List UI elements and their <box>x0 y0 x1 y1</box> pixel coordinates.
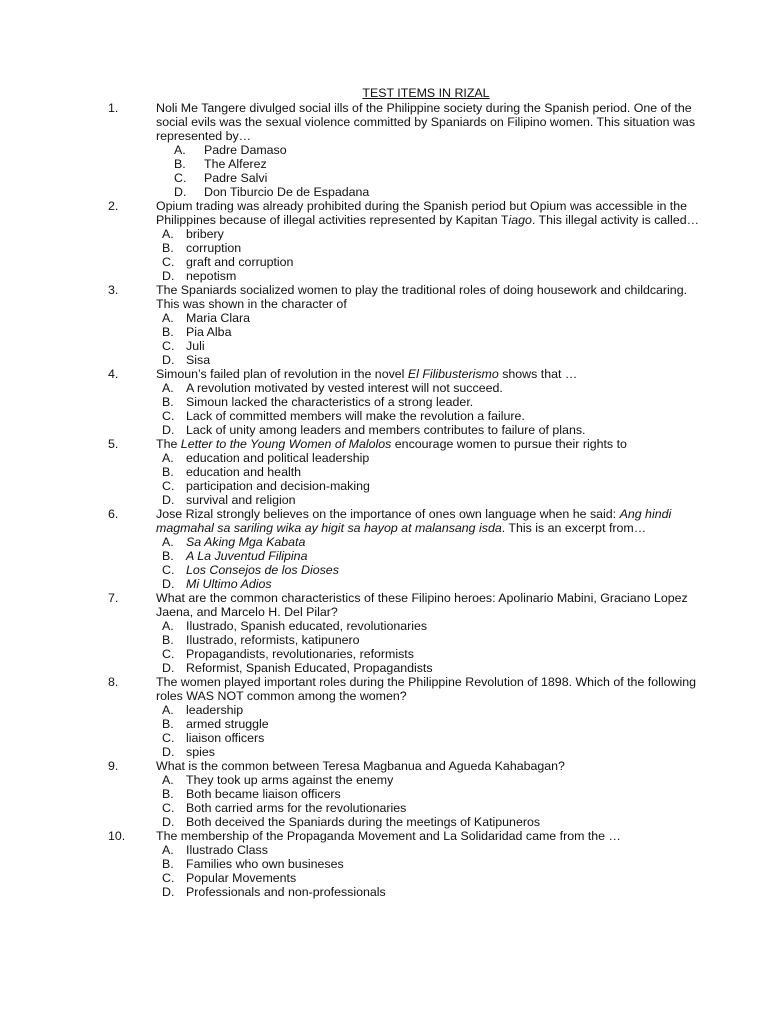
question-body <box>156 101 708 199</box>
question-text <box>156 829 708 843</box>
answer-option <box>162 353 708 367</box>
option-text: Lack of committed members will make the revolution a failure. <box>186 409 525 423</box>
question-text-segment: Jose Rizal strongly believes on the importance of ones own language when he said: <box>156 507 620 521</box>
question-item <box>108 675 708 759</box>
option-letter: D. <box>162 493 175 507</box>
answer-option <box>162 801 708 815</box>
answer-option <box>162 423 708 437</box>
question-text <box>156 591 708 619</box>
option-text: Professionals and non-professionals <box>186 885 386 899</box>
option-letter: A. <box>162 227 174 241</box>
option-letter: C. <box>162 563 175 577</box>
option-letter: A. <box>162 843 174 857</box>
answer-option <box>174 143 708 157</box>
option-text: Don Tiburcio De de Espadana <box>204 185 370 199</box>
question-text-segment: shows that … <box>498 367 578 381</box>
question-item <box>108 759 708 829</box>
option-text: Padre Damaso <box>204 143 287 157</box>
option-text: Ilustrado, Spanish educated, revolutionaries <box>186 619 428 633</box>
answer-option <box>162 451 708 465</box>
option-letter: B. <box>162 633 174 647</box>
option-text: liaison officers <box>186 731 265 745</box>
question-text <box>156 675 708 703</box>
answer-option <box>162 731 708 745</box>
answer-option <box>162 241 708 255</box>
question-body <box>156 759 708 829</box>
question-number: 8. <box>108 675 119 689</box>
answer-option <box>162 661 708 675</box>
option-letter: A. <box>162 381 174 395</box>
option-letter: D. <box>162 661 175 675</box>
option-text: graft and corruption <box>186 255 294 269</box>
option-letter: D. <box>162 815 175 829</box>
answer-option <box>162 227 708 241</box>
option-text: Popular Movements <box>186 871 297 885</box>
question-number: 3. <box>108 283 119 297</box>
answer-option <box>162 395 708 409</box>
option-text: nepotism <box>186 269 237 283</box>
question-text-segment: . This is an excerpt from… <box>501 521 647 535</box>
option-letter: C. <box>162 479 175 493</box>
option-letter: D. <box>162 423 175 437</box>
answer-option <box>162 493 708 507</box>
option-letter: C. <box>162 255 175 269</box>
answer-option <box>162 339 708 353</box>
question-body <box>156 507 708 591</box>
option-text: Sa Aking Mga Kabata <box>186 535 306 549</box>
option-list <box>156 381 708 437</box>
option-letter: B. <box>162 325 174 339</box>
question-text <box>156 759 708 773</box>
option-letter: D. <box>162 745 175 759</box>
question-text-segment: Noli Me Tangere divulged social ills of the Philippine society during the Spanish period. One of the social evils was the sexual violence committed by Spaniards on Filipino women. This situation was represented by… <box>156 101 696 143</box>
option-list <box>156 535 708 591</box>
option-list <box>156 143 708 199</box>
question-text <box>156 367 708 381</box>
question-item <box>108 283 708 367</box>
option-text: Ilustrado, reformists, katipunero <box>186 633 360 647</box>
option-letter: C. <box>162 731 175 745</box>
question-text-segment: encourage women to pursue their rights to <box>391 437 627 451</box>
question-text-segment: The <box>156 437 181 451</box>
answer-option <box>162 577 708 591</box>
answer-option <box>162 703 708 717</box>
answer-option <box>162 619 708 633</box>
question-text-segment: The membership of the Propaganda Movement and La Solidaridad came from the … <box>156 829 621 843</box>
option-text: They took up arms against the enemy <box>186 773 394 787</box>
option-text: Propagandists, revolutionaries, reformists <box>186 647 414 661</box>
question-number: 2. <box>108 199 119 213</box>
option-text: Sisa <box>186 353 211 367</box>
option-text: Reformist, Spanish Educated, Propagandists <box>186 661 433 675</box>
option-letter: A. <box>162 535 174 549</box>
option-letter: D. <box>162 353 175 367</box>
question-text <box>156 101 708 143</box>
answer-option <box>162 843 708 857</box>
option-letter: A. <box>162 451 174 465</box>
option-letter: C. <box>162 409 175 423</box>
answer-option <box>162 311 708 325</box>
question-text <box>156 437 708 451</box>
option-text: leadership <box>186 703 244 717</box>
question-number: 10. <box>108 829 126 843</box>
answer-option <box>174 185 708 199</box>
question-item <box>108 437 708 507</box>
option-text: survival and religion <box>186 493 296 507</box>
question-item <box>108 829 708 899</box>
option-list <box>156 773 708 829</box>
option-text: Both deceived the Spaniards during the meetings of Katipuneros <box>186 815 541 829</box>
question-number: 1. <box>108 101 119 115</box>
question-item <box>108 199 708 283</box>
option-letter: B. <box>162 395 174 409</box>
option-letter: B. <box>162 465 174 479</box>
question-text-segment: . This illegal activity is called… <box>531 213 699 227</box>
question-list <box>108 101 708 899</box>
answer-option <box>162 647 708 661</box>
answer-option <box>162 563 708 577</box>
option-letter: C. <box>174 171 187 185</box>
option-text: bribery <box>186 227 224 241</box>
question-body <box>156 675 708 759</box>
option-letter: D. <box>174 185 187 199</box>
option-text: spies <box>186 745 215 759</box>
option-list <box>156 703 708 759</box>
option-letter: A. <box>162 311 174 325</box>
question-number: 5. <box>108 437 119 451</box>
answer-option <box>162 535 708 549</box>
question-text-italic: iago <box>508 213 532 227</box>
question-text-segment: The women played important roles during the Philippine Revolution of 1898. Which of the following roles WAS NOT common among the women? <box>156 675 696 703</box>
answer-option <box>162 787 708 801</box>
answer-option <box>162 885 708 899</box>
option-text: armed struggle <box>186 717 269 731</box>
question-text-segment: Opium trading was already prohibited during the Spanish period but Opium was accessible in the Philippines because of illegal activities represented by Kapitan T <box>156 199 688 227</box>
answer-option <box>174 157 708 171</box>
option-letter: B. <box>162 241 174 255</box>
option-letter: D. <box>162 885 175 899</box>
option-list <box>156 451 708 507</box>
answer-option <box>162 857 708 871</box>
question-item <box>108 591 708 675</box>
option-letter: A. <box>162 703 174 717</box>
answer-option <box>162 269 708 283</box>
option-letter: C. <box>162 801 175 815</box>
option-letter: A. <box>162 773 174 787</box>
option-text: Juli <box>186 339 205 353</box>
question-body <box>156 591 708 675</box>
option-list <box>156 843 708 899</box>
question-text-segment: The Spaniards socialized women to play the traditional roles of doing housework and childcaring. This was shown in the character of <box>156 283 688 311</box>
option-list <box>156 311 708 367</box>
question-body <box>156 199 708 283</box>
answer-option <box>162 633 708 647</box>
question-item <box>108 367 708 437</box>
question-body <box>156 367 708 437</box>
question-number: 7. <box>108 591 119 605</box>
question-number: 6. <box>108 507 119 521</box>
answer-option <box>162 409 708 423</box>
question-text <box>156 199 708 227</box>
option-text: Simoun lacked the characteristics of a strong leader. <box>186 395 474 409</box>
answer-option <box>162 773 708 787</box>
answer-option <box>162 745 708 759</box>
question-text-segment: What are the common characteristics of these Filipino heroes: Apolinario Mabini, Graciano Lopez Jaena, and Marcelo H. Del Pilar? <box>156 591 688 619</box>
option-text: Pia Alba <box>186 325 232 339</box>
question-body <box>156 283 708 367</box>
option-letter: B. <box>162 717 174 731</box>
question-text-segment: What is the common between Teresa Magbanua and Agueda Kahabagan? <box>156 759 565 773</box>
option-text: education and political leadership <box>186 451 370 465</box>
option-text: Maria Clara <box>186 311 251 325</box>
option-text: A La Juventud Filipina <box>186 549 308 563</box>
option-letter: B. <box>162 549 174 563</box>
answer-option <box>162 255 708 269</box>
document-title: TEST ITEMS IN RIZAL <box>362 86 490 100</box>
option-letter: A. <box>162 619 174 633</box>
option-letter: C. <box>162 871 175 885</box>
question-body <box>156 829 708 899</box>
question-item <box>108 101 708 199</box>
option-text: The Alferez <box>204 157 267 171</box>
question-text-italic: El Filibusterismo <box>407 367 499 381</box>
answer-option <box>162 717 708 731</box>
option-letter: A. <box>174 143 186 157</box>
option-letter: C. <box>162 339 175 353</box>
question-text-segment: Simoun’s failed plan of revolution in the novel <box>156 367 408 381</box>
option-text: Padre Salvi <box>204 171 268 185</box>
answer-option <box>162 549 708 563</box>
option-text: Ilustrado Class <box>186 843 268 857</box>
option-letter: D. <box>162 577 175 591</box>
option-letter: B. <box>174 157 186 171</box>
option-text: Los Consejos de los Dioses <box>186 563 339 577</box>
question-text-italic: Letter to the Young Women of Malolos <box>180 437 392 451</box>
option-text: Families who own busineses <box>186 857 344 871</box>
option-text: Both became liaison officers <box>186 787 341 801</box>
answer-option <box>162 871 708 885</box>
option-text: Lack of unity among leaders and members contributes to failure of plans. <box>186 423 586 437</box>
answer-option <box>162 815 708 829</box>
answer-option <box>162 465 708 479</box>
option-text: Mi Ultimo Adios <box>186 577 272 591</box>
question-number: 4. <box>108 367 119 381</box>
question-text-italic: Ang hindi magmahal sa sariling wika ay higit sa hayop at malansang isda <box>156 507 672 535</box>
option-letter: B. <box>162 857 174 871</box>
question-text <box>156 283 708 311</box>
option-list <box>156 227 708 283</box>
option-letter: D. <box>162 269 175 283</box>
option-text: A revolution motivated by vested interest will not succeed. <box>186 381 503 395</box>
answer-option <box>174 171 708 185</box>
option-letter: C. <box>162 647 175 661</box>
option-text: education and health <box>186 465 302 479</box>
answer-option <box>162 325 708 339</box>
option-letter: B. <box>162 787 174 801</box>
answer-option <box>162 381 708 395</box>
option-text: Both carried arms for the revolutionaries <box>186 801 407 815</box>
question-item <box>108 507 708 591</box>
option-text: corruption <box>186 241 242 255</box>
option-list <box>156 619 708 675</box>
answer-option <box>162 479 708 493</box>
question-text <box>156 507 708 535</box>
option-text: participation and decision-making <box>186 479 370 493</box>
question-number: 9. <box>108 759 119 773</box>
question-body <box>156 437 708 507</box>
